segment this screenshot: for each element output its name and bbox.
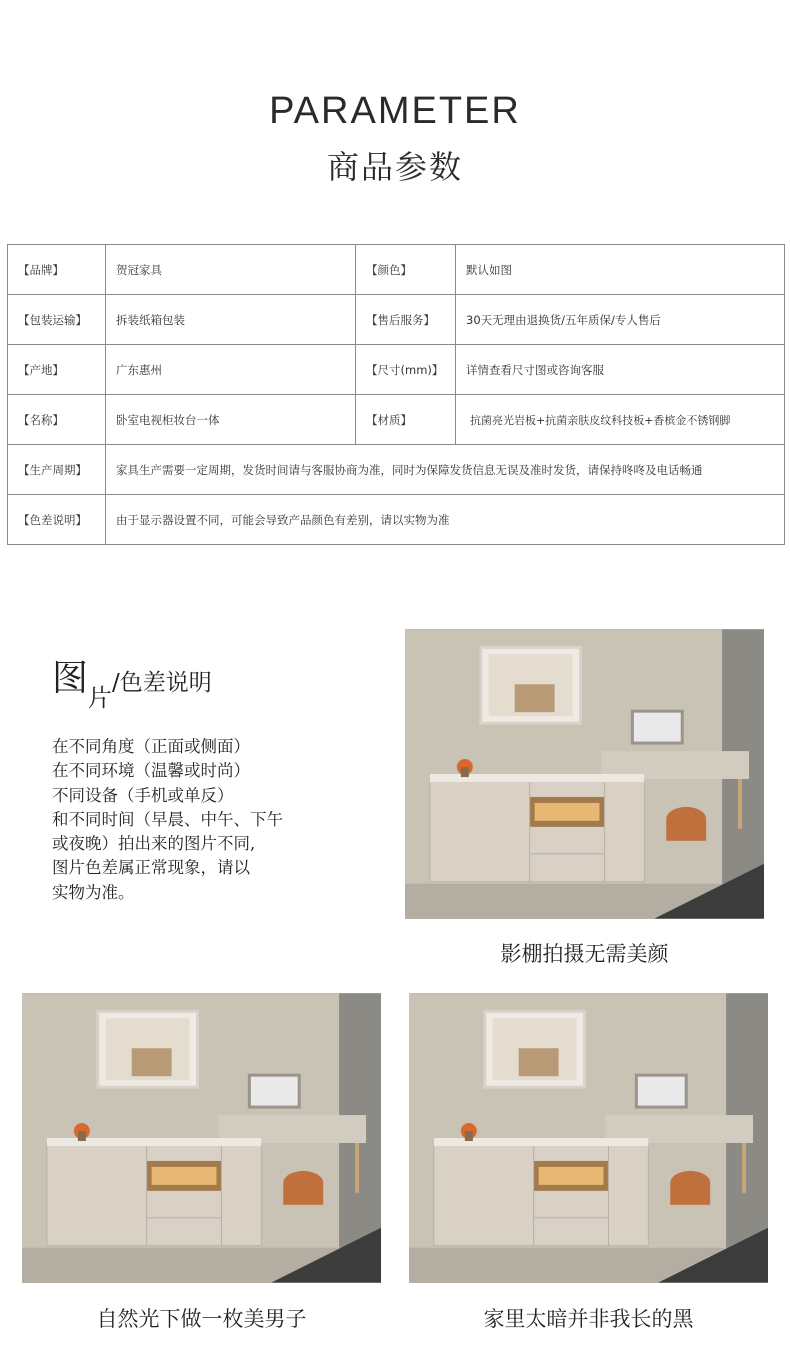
note-line: 在不同环境（温馨或时尚） <box>52 761 250 781</box>
note-line: 和不同时间（早晨、中午、下午 <box>52 809 283 829</box>
param-key-size: 【尺寸(mm)】 <box>356 345 456 395</box>
color-note-text <box>52 735 283 905</box>
natural-light-photo <box>22 993 381 1283</box>
title-char-big: 图 <box>52 658 89 699</box>
heading-english: PARAMETER <box>269 90 521 132</box>
param-key-color: 【颜色】 <box>356 245 456 295</box>
dark-room-photo <box>409 993 768 1283</box>
param-value-service: 30天无理由退换货/五年质保/专人售后 <box>456 295 785 345</box>
note-line: 在不同角度（正面或侧面） <box>52 737 250 756</box>
note-line: 实物为准。 <box>52 882 135 902</box>
table-row <box>8 345 785 395</box>
param-value-name: 卧室电视柜妆台一体 <box>106 395 356 445</box>
param-value-color-diff: 由于显示器设置不同，可能会导致产品颜色有差别，请以实物为准 <box>106 495 785 545</box>
param-value-brand: 贺冠家具 <box>106 245 356 295</box>
param-value-origin: 广东惠州 <box>106 345 356 395</box>
param-key-color-diff: 【色差说明】 <box>8 495 106 545</box>
note-line: 不同设备（手机或单反） <box>52 785 234 805</box>
param-key-name: 【名称】 <box>8 395 106 445</box>
furniture-scene-image <box>405 629 764 919</box>
caption-natural: 自然光下做一枚美男子 <box>96 1307 307 1331</box>
table-row <box>8 495 785 545</box>
param-value-size: 详情查看尺寸图或咨询客服 <box>456 345 785 395</box>
furniture-scene-image <box>409 993 768 1283</box>
parameter-table <box>7 244 785 545</box>
param-value-material: 抗菌亮光岩板+抗菌亲肤皮纹科技板+香槟金不锈钢脚 <box>456 395 785 445</box>
param-value-packaging: 拆装纸箱包装 <box>106 295 356 345</box>
heading-chinese: 商品参数 <box>326 148 463 186</box>
note-line: 或夜晚）拍出来的图片不同, <box>52 834 256 854</box>
param-key-brand: 【品牌】 <box>8 245 106 295</box>
note-line: 图片色差属正常现象，请以 <box>52 858 250 878</box>
table-row <box>8 245 785 295</box>
title-rest: /色差说明 <box>112 670 212 696</box>
param-key-material: 【材质】 <box>356 395 456 445</box>
param-value-color: 默认如图 <box>456 245 785 295</box>
color-note-title <box>52 650 212 712</box>
table-row <box>8 295 785 345</box>
param-value-production: 家具生产需要一定周期，发货时间请与客服协商为准，同时为保障发货信息无误及准时发货，请保持咚咚及电话畅通 <box>106 445 785 495</box>
param-key-origin: 【产地】 <box>8 345 106 395</box>
caption-dark: 家里太暗并非我长的黑 <box>483 1307 694 1331</box>
table-row <box>8 445 785 495</box>
param-key-production: 【生产周期】 <box>8 445 106 495</box>
caption-studio: 影棚拍摄无需美颜 <box>500 942 669 966</box>
title-char-small: 片 <box>88 684 113 712</box>
furniture-scene-image <box>22 993 381 1283</box>
param-key-packaging: 【包装运输】 <box>8 295 106 345</box>
table-row <box>8 395 785 445</box>
studio-photo <box>405 629 764 919</box>
param-key-service: 【售后服务】 <box>356 295 456 345</box>
